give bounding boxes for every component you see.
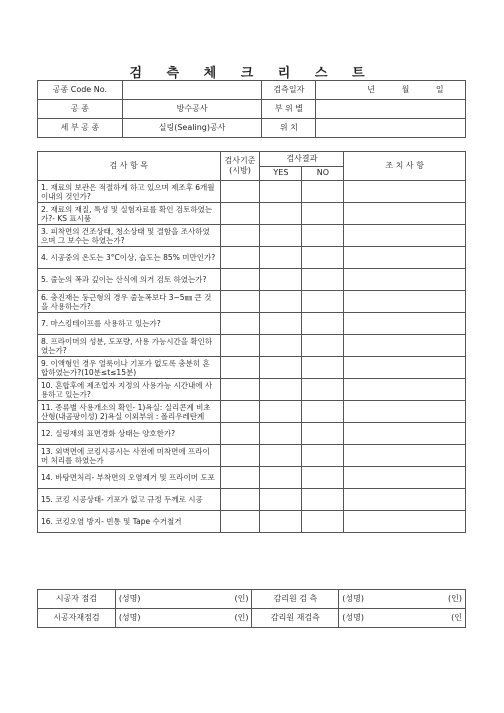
yes-cell[interactable]: [260, 467, 302, 489]
yes-cell[interactable]: [260, 181, 302, 203]
checklist-item-text: 16. 코킹오염 방지- 빈통 및 Tape 수거철거: [38, 511, 221, 533]
contractor-recheck-label: 시공자재점검: [38, 609, 116, 628]
action-cell[interactable]: [344, 225, 466, 247]
part-label: 부 위 별: [262, 100, 316, 119]
no-cell[interactable]: [302, 401, 344, 423]
col-standard-label: 검사기준: [224, 156, 256, 165]
action-cell[interactable]: [344, 467, 466, 489]
checklist-row: [38, 401, 466, 423]
yes-cell[interactable]: [260, 313, 302, 335]
checklist-row: [38, 379, 466, 401]
action-cell[interactable]: [344, 511, 466, 533]
standard-cell[interactable]: [220, 467, 260, 489]
checklist-item-text: 9. 이액형인 경우 얼룩이나 기포가 없도록 충분히 혼합하였는가?(10분≤t≤15분): [38, 357, 221, 379]
month-label: 월: [401, 85, 410, 94]
yes-cell[interactable]: [260, 203, 302, 225]
action-cell[interactable]: [344, 269, 466, 291]
action-cell[interactable]: [344, 203, 466, 225]
no-cell[interactable]: [302, 225, 344, 247]
no-cell[interactable]: [302, 181, 344, 203]
standard-cell[interactable]: [220, 203, 260, 225]
checklist-item-text: 2. 재료의 재질, 특성 및 실험자료를 확인 검토하였는가?- KS 표시품: [38, 203, 221, 225]
checklist-row: [38, 335, 466, 357]
name-label: (성명): [342, 594, 364, 603]
year-label: 년: [367, 85, 376, 94]
col-no-header: NO: [302, 166, 344, 181]
yes-cell[interactable]: [260, 511, 302, 533]
contractor-check-label: 시공자 점검: [38, 590, 116, 609]
checklist-row: [38, 467, 466, 489]
checklist-row: [38, 489, 466, 511]
page-title: 검 측 체 크 리 스 트: [129, 66, 375, 81]
checklist-item-text: 6. 충진재는 둥근형의 경우 줄눈폭보다 3~5㎜ 큰 것을 사용하는가?: [38, 291, 221, 313]
checklist-row: [38, 203, 466, 225]
standard-cell[interactable]: [220, 181, 260, 203]
action-cell[interactable]: [344, 291, 466, 313]
header-table: [37, 80, 466, 138]
part-field[interactable]: [316, 100, 466, 119]
checklist-row: [38, 181, 466, 203]
no-cell[interactable]: [302, 445, 344, 467]
project-code-label: 공종 Code No.: [38, 81, 123, 100]
action-cell[interactable]: [344, 247, 466, 269]
standard-cell[interactable]: [220, 335, 260, 357]
checklist-row: [38, 269, 466, 291]
day-label: 일: [435, 85, 444, 94]
no-cell[interactable]: [302, 313, 344, 335]
checklist-item-text: 14. 바탕면처리- 부착면의 오염제거 및 프라이머 도포: [38, 467, 221, 489]
no-cell[interactable]: [302, 467, 344, 489]
location-field[interactable]: [316, 119, 466, 138]
yes-cell[interactable]: [260, 401, 302, 423]
checklist-item-text: 8. 프라이머의 성분, 도포량, 사용 가능시간을 확인하였는가?: [38, 335, 221, 357]
standard-cell[interactable]: [220, 291, 260, 313]
standard-cell[interactable]: [220, 269, 260, 291]
detail-work-label: 세 부 공 종: [38, 119, 123, 138]
name-label: (성명): [118, 594, 141, 603]
yes-cell[interactable]: [260, 225, 302, 247]
checklist-row: [38, 247, 466, 269]
action-cell[interactable]: [344, 445, 466, 467]
yes-cell[interactable]: [260, 379, 302, 401]
action-cell[interactable]: [344, 379, 466, 401]
detail-work-value[interactable]: 실링(Sealing)공사: [122, 119, 262, 138]
standard-cell[interactable]: [220, 379, 260, 401]
action-cell[interactable]: [344, 489, 466, 511]
project-code-field[interactable]: [122, 81, 262, 100]
signature-table: [37, 589, 466, 628]
checklist-item-text: 7. 마스킹테이프를 사용하고 있는가?: [38, 313, 221, 335]
no-cell[interactable]: [302, 379, 344, 401]
col-action-header: 조 치 사 항: [344, 152, 466, 181]
no-cell[interactable]: [302, 247, 344, 269]
work-type-label: 공 종: [38, 100, 123, 119]
no-cell[interactable]: [302, 269, 344, 291]
inspection-date-label: 검측일자: [262, 81, 316, 100]
standard-cell[interactable]: [220, 401, 260, 423]
supervisor-recheck-label: 감리원 재검측: [252, 609, 339, 628]
checklist-row: [38, 313, 466, 335]
yes-cell[interactable]: [260, 445, 302, 467]
col-standard-sub: (시방): [229, 166, 251, 175]
no-cell[interactable]: [302, 357, 344, 379]
checklist-item-text: 5. 줄눈의 폭과 깊이는 산식에 의거 검토 하였는가?: [38, 269, 221, 291]
checklist-item-text: 10. 혼합후에 제조업자 지정의 사용가능 시간내에 사용하고 있는가?: [38, 379, 221, 401]
checklist-item-text: 15. 코킹 시공상태- 기포가 없고 규정 두께로 시공: [38, 489, 221, 511]
yes-cell[interactable]: [260, 247, 302, 269]
seal-label: (인: [451, 613, 462, 622]
seal-label: (인): [234, 613, 249, 622]
standard-cell[interactable]: [220, 247, 260, 269]
seal-label: (인): [234, 594, 249, 603]
work-type-value[interactable]: 방수공사: [122, 100, 262, 119]
checklist-row: [38, 357, 466, 379]
standard-cell[interactable]: [220, 489, 260, 511]
supervisor-check-sign[interactable]: [339, 590, 466, 609]
contractor-recheck-sign[interactable]: [115, 609, 252, 628]
checklist-table: [37, 151, 466, 533]
contractor-check-sign[interactable]: [115, 590, 252, 609]
supervisor-recheck-sign[interactable]: [339, 609, 466, 628]
yes-cell[interactable]: [260, 335, 302, 357]
col-standard-header: [220, 152, 260, 181]
checklist-item-text: 11. 종류별 사용개소의 확인- 1)욕실: 실리콘계 비초산형(내곰팡이성) 2)욕실 이외부위 : 폴리우레탄계: [38, 401, 221, 423]
no-cell[interactable]: [302, 489, 344, 511]
checklist-item-text: 13. 외벽면에 코킹시공시는 사전에 미착면에 프라이머 처리를 하였는가: [38, 445, 221, 467]
checklist-row: [38, 511, 466, 533]
no-cell[interactable]: [302, 335, 344, 357]
col-item-header: 검 사 항 목: [38, 152, 221, 181]
inspection-date-field[interactable]: [316, 81, 466, 100]
yes-cell[interactable]: [260, 423, 302, 445]
checklist-row: [38, 225, 466, 247]
standard-cell[interactable]: [220, 511, 260, 533]
standard-cell[interactable]: [220, 313, 260, 335]
checklist-item-text: 3. 피착면의 건조상태, 청소상태 및 결함을 조사하였으며 그 보수는 하였는가?: [38, 225, 221, 247]
action-cell[interactable]: [344, 401, 466, 423]
checklist-row: [38, 291, 466, 313]
action-cell[interactable]: [344, 357, 466, 379]
standard-cell[interactable]: [220, 445, 260, 467]
checklist-row: [38, 445, 466, 467]
no-cell[interactable]: [302, 291, 344, 313]
yes-cell[interactable]: [260, 291, 302, 313]
standard-cell[interactable]: [220, 225, 260, 247]
yes-cell[interactable]: [260, 269, 302, 291]
action-cell[interactable]: [344, 335, 466, 357]
checklist-row: [38, 423, 466, 445]
seal-label: (인): [448, 594, 462, 603]
checklist-item-text: 12. 실링재의 표면경화 상태는 양호한가?: [38, 423, 221, 445]
name-label: (성명): [118, 613, 141, 622]
supervisor-check-label: 감리원 검 측: [252, 590, 339, 609]
no-cell[interactable]: [302, 511, 344, 533]
col-yes-header: YES: [260, 166, 302, 181]
standard-cell[interactable]: [220, 423, 260, 445]
standard-cell[interactable]: [220, 357, 260, 379]
yes-cell[interactable]: [260, 489, 302, 511]
col-result-header: 검사결과: [260, 152, 344, 167]
location-label: 위 치: [262, 119, 316, 138]
no-cell[interactable]: [302, 423, 344, 445]
checklist-item-text: 4. 시공중의 온도는 3°C이상, 습도는 85% 미만인가?: [38, 247, 221, 269]
action-cell[interactable]: [344, 313, 466, 335]
name-label: (성명): [342, 613, 364, 622]
action-cell[interactable]: [344, 423, 466, 445]
checklist-item-text: 1. 재료의 보관은 적절하게 하고 있으며 제조후 6개월 이내의 것인가?: [38, 181, 221, 203]
action-cell[interactable]: [344, 181, 466, 203]
yes-cell[interactable]: [260, 357, 302, 379]
no-cell[interactable]: [302, 203, 344, 225]
